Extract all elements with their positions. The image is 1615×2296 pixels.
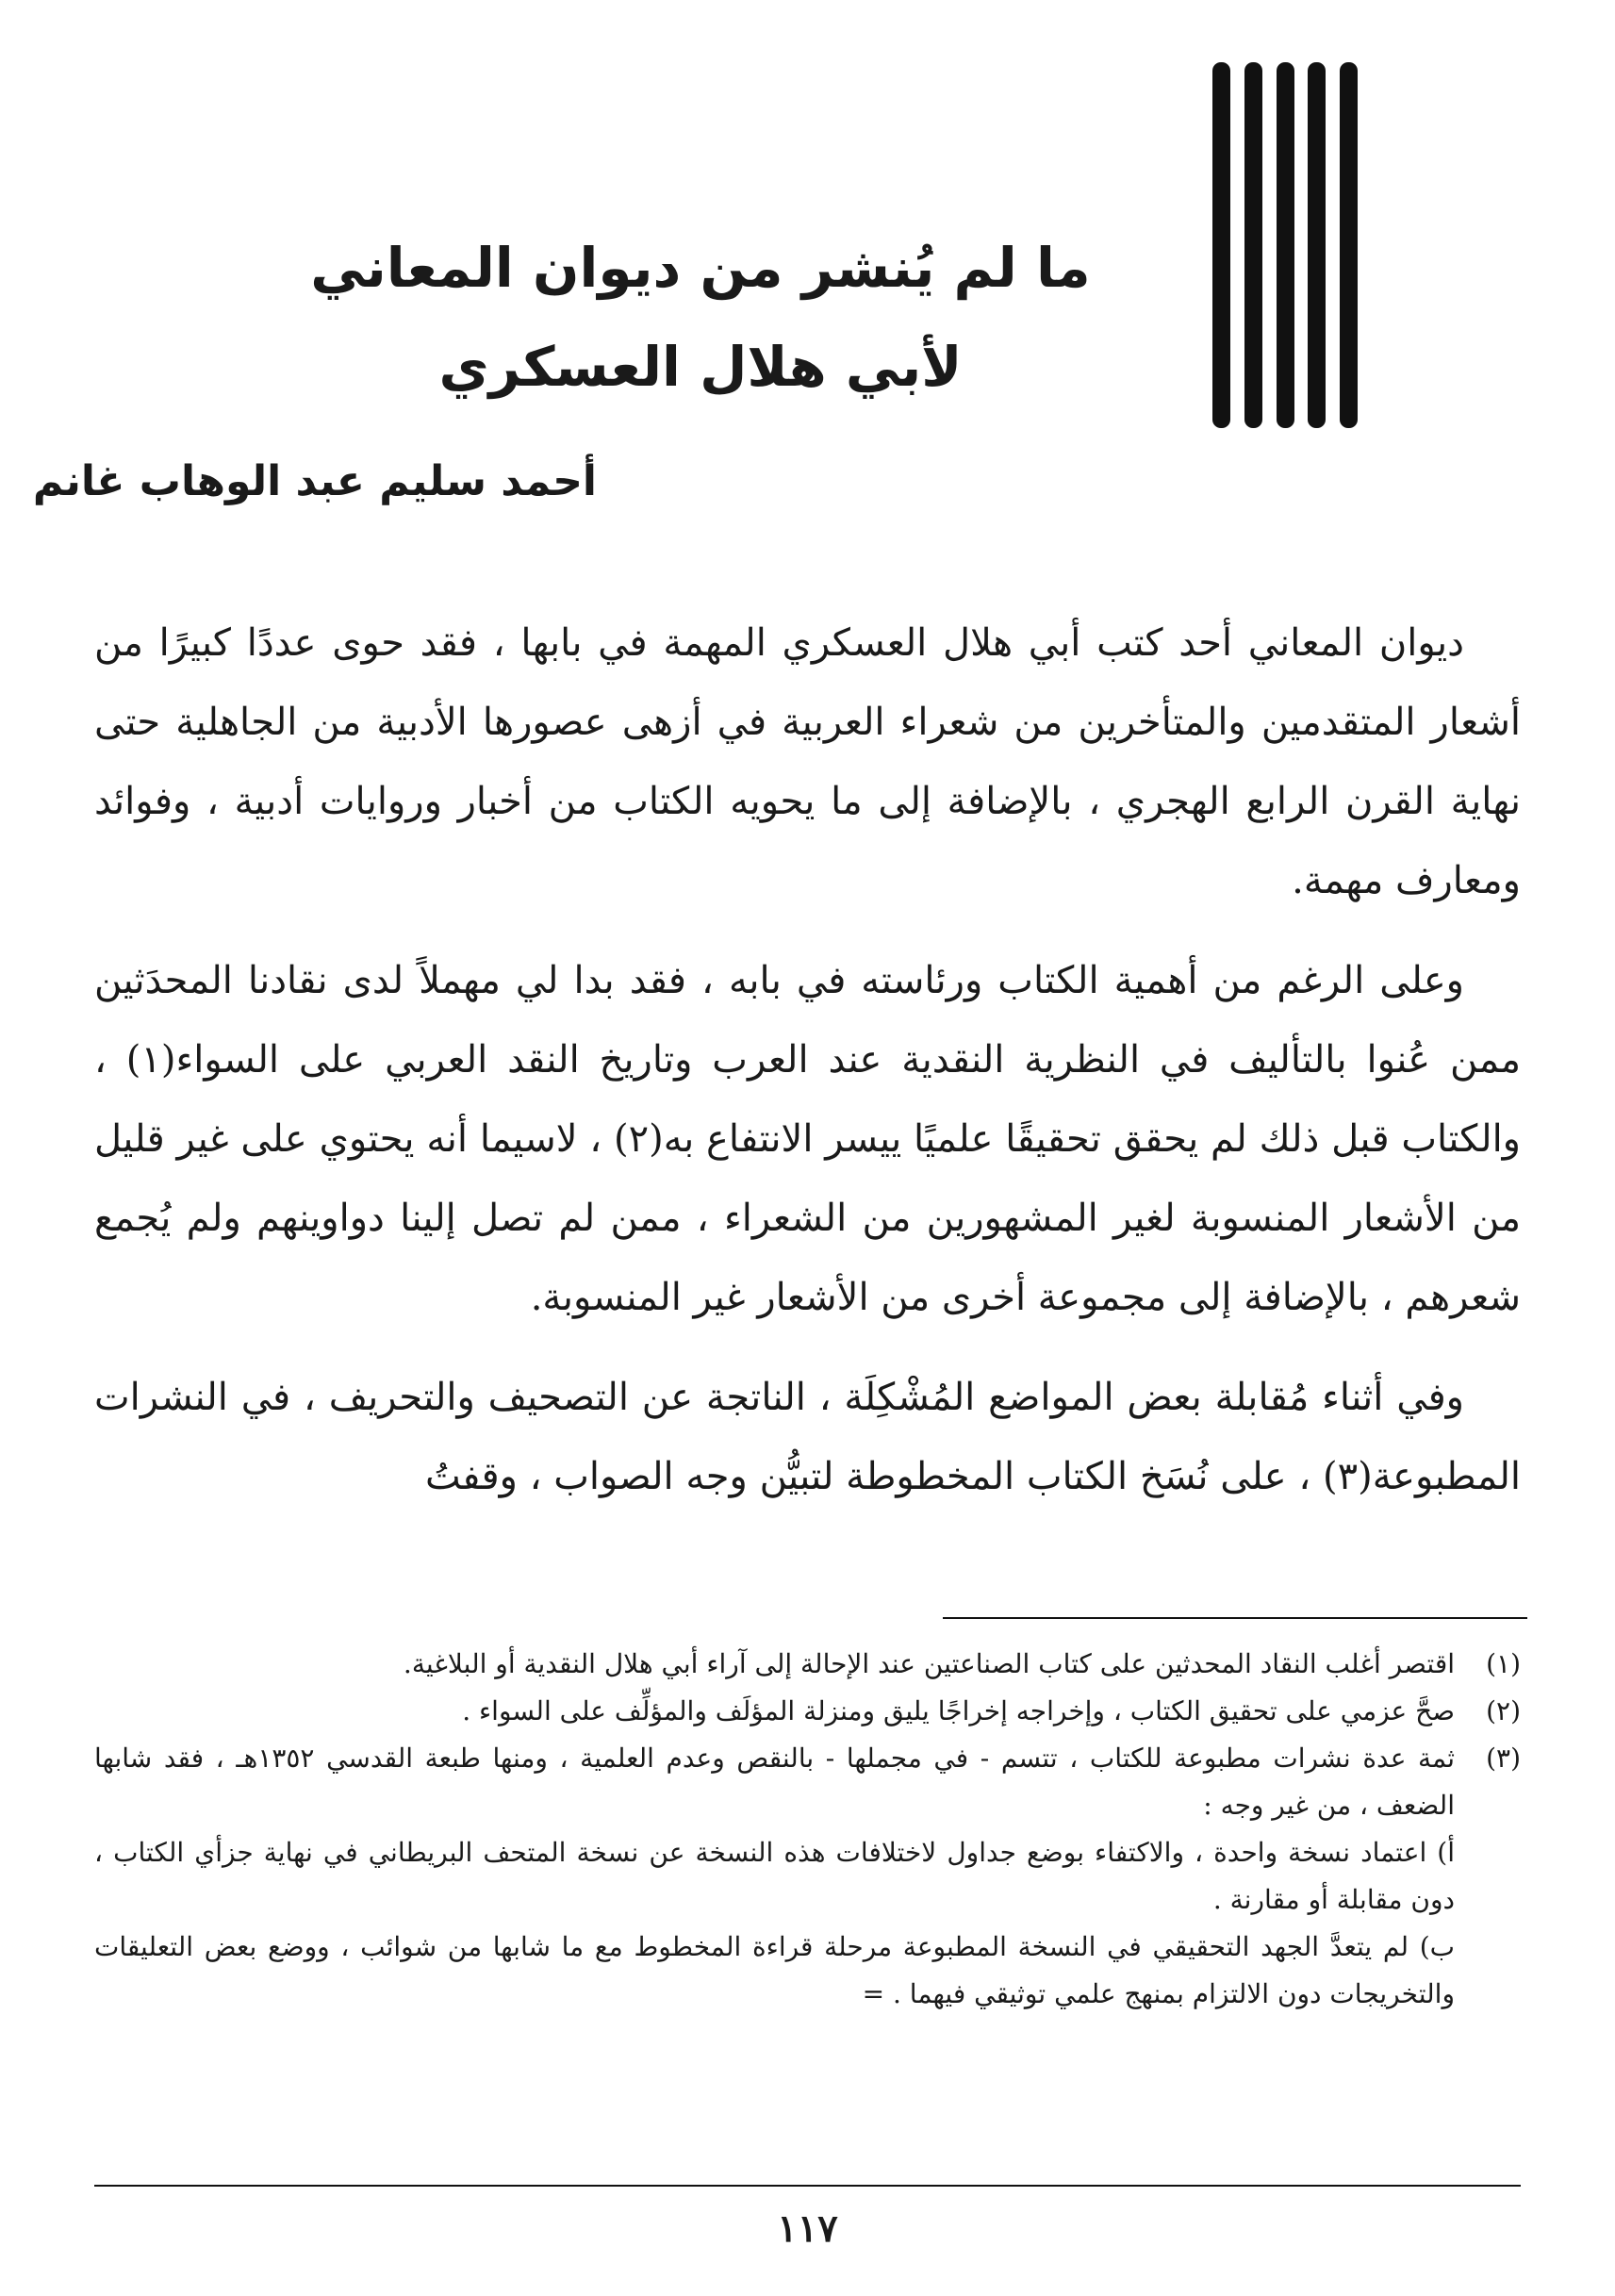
footnote	[94, 1735, 1521, 2018]
article-title-line2: لأبي هلال العسكري	[438, 335, 963, 399]
decorative-bar	[1340, 62, 1358, 428]
footnote-subitem: ب) لم يتعدَّ الجهد التحقيقي في النسخة المطبوعة مرحلة قراءة المخطوط مع ما شابها من شوائب ، ووضع بعض التعليقات والتخريجات دون الالتزام بمنهج علمي توثيقي فيهما . =	[94, 1931, 1455, 2009]
bottom-rule	[94, 2185, 1521, 2187]
footnote-subitem: أ) اعتماد نسخة واحدة ، والاكتفاء بوضع جداول لاختلافات هذه النسخة عن نسخة المتحف البريطاني في نهاية جزأي الكتاب ، دون مقابلة أو مقارنة .	[94, 1837, 1455, 1915]
decorative-bar	[1212, 62, 1230, 428]
footnote-text: ثمة عدة نشرات مطبوعة للكتاب ، تتسم - في مجملها - بالنقص وعدم العلمية ، ومنها طبعة القدسي ١٣٥٢هـ ، فقد شابها الضعف ، من غير وجه :	[94, 1743, 1455, 1821]
footnote-text-group	[94, 1735, 1455, 2018]
article-title-line1: ما لم يُنشر من ديوان المعاني	[310, 236, 1091, 300]
footnote-text: صحَّ عزمي على تحقيق الكتاب ، وإخراجه إخراجًا يليق ومنزلة المؤلَف والمؤلِّف على السواء .	[462, 1695, 1455, 1726]
footnote	[94, 1688, 1521, 1735]
footnote-number: (٣)	[1486, 1743, 1521, 1774]
decorative-bar	[1244, 62, 1262, 428]
article-body	[94, 603, 1521, 1537]
body-paragraph: ديوان المعاني أحد كتب أبي هلال العسكري المهمة في بابها ، فقد حوى عددًا كبيرًا من أشعار المتقدمين والمتأخرين من شعراء العربية في أزهى عصورها الأدبية من الجاهلية حتى نهاية القرن الرابع الهجري ، بالإضافة إلى ما يحويه الكتاب من أخبار وروايات أدبية ، وفوائد ومعارف مهمة.	[94, 621, 1521, 902]
body-paragraph: وعلى الرغم من أهمية الكتاب ورئاسته في بابه ، فقد بدا لي مهملاً لدى نقادنا المحدَثين ممن عُنوا بالتأليف في النظرية النقدية عند العرب وتاريخ النقد العربي على السواء(١) ، والكتاب قبل ذلك لم يحقق تحقيقًا علميًا ييسر الانتفاع به(٢) ، لاسيما أنه يحتوي على غير قليل من الأشعار المنسوبة لغير المشهورين من الشعراء ، ممن لم تصل إلينا دواوينهم ولم يُجمع شعرهم ، بالإضافة إلى مجموعة أخرى من الأشعار غير المنسوبة.	[94, 959, 1522, 1319]
decorative-bars	[1212, 62, 1358, 428]
footnote-text: اقتصر أغلب النقاد المحدثين على كتاب الصناعتين عند الإحالة إلى آراء أبي هلال النقدية أو البلاغية.	[403, 1648, 1455, 1679]
footnote-separator	[943, 1617, 1527, 1619]
footnote-number: (٢)	[1486, 1695, 1521, 1726]
footnote-number: (١)	[1486, 1648, 1521, 1679]
decorative-bar	[1308, 62, 1326, 428]
footnotes	[94, 1641, 1521, 2018]
body-paragraph: وفي أثناء مُقابلة بعض المواضع المُشْكِلَة ، الناتجة عن التصحيف والتحريف ، في النشرات المطبوعة(٣) ، على نُسَخ الكتاب المخطوطة لتبيُّن وجه الصواب ، وقفتُ	[94, 1376, 1521, 1498]
page-number: ١١٧	[777, 2206, 838, 2251]
decorative-bar	[1277, 62, 1294, 428]
footnote	[94, 1641, 1521, 1688]
author-name: أحمد سليم عبد الوهاب غانم	[32, 457, 597, 505]
